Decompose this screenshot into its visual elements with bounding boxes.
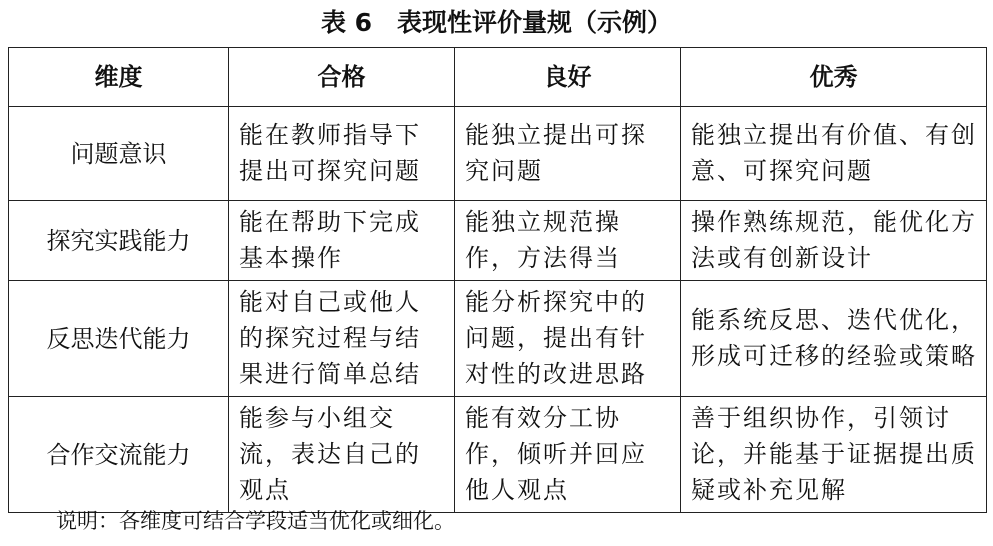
rubric-table [8,47,987,513]
good-text: 能独立提出可探究问题 [465,121,647,185]
pass-cell [229,281,455,397]
pass-text: 能在教师指导下提出可探究问题 [239,121,421,185]
good-cell [455,201,681,281]
table-caption: 表 6 表现性评价量规（示例） [320,8,673,37]
good-text: 能分析探究中的问题，提出有针对性的改进思路 [465,288,647,388]
excellent-text: 操作熟练规范，能优化方法或有创新设计 [691,208,977,272]
pass-cell [229,397,455,513]
table-row [9,107,987,201]
excellent-cell [681,397,987,513]
table-note: 说明：各维度可结合学段适当优化或细化。 [56,509,455,533]
pass-cell [229,107,455,201]
pass-text: 能参与小组交流，表达自己的观点 [239,404,421,504]
table-row [9,201,987,281]
header-excellent: 优秀 [681,48,987,107]
excellent-cell [681,201,987,281]
table-row [9,281,987,397]
good-cell [455,107,681,201]
header-pass: 合格 [229,48,455,107]
good-text: 能独立规范操作，方法得当 [465,208,621,272]
excellent-cell [681,281,987,397]
header-dimension: 维度 [9,48,229,107]
excellent-text: 善于组织协作，引领讨论，并能基于证据提出质疑或补充见解 [691,404,977,504]
excellent-cell [681,107,987,201]
good-cell [455,281,681,397]
excellent-text: 能系统反思、迭代优化，形成可迁移的经验或策略 [691,306,977,370]
dimension-cell: 问题意识 [9,107,229,201]
pass-text: 能在帮助下完成基本操作 [239,208,421,272]
header-row [9,48,987,107]
good-text: 能有效分工协作，倾听并回应他人观点 [465,404,647,504]
table-row [9,397,987,513]
pass-text: 能对自己或他人的探究过程与结果进行简单总结 [239,288,421,388]
pass-cell [229,201,455,281]
good-cell [455,397,681,513]
excellent-text: 能独立提出有价值、有创意、可探究问题 [691,121,977,185]
dimension-cell: 探究实践能力 [9,201,229,281]
dimension-cell: 反思迭代能力 [9,281,229,397]
header-good: 良好 [455,48,681,107]
dimension-cell: 合作交流能力 [9,397,229,513]
